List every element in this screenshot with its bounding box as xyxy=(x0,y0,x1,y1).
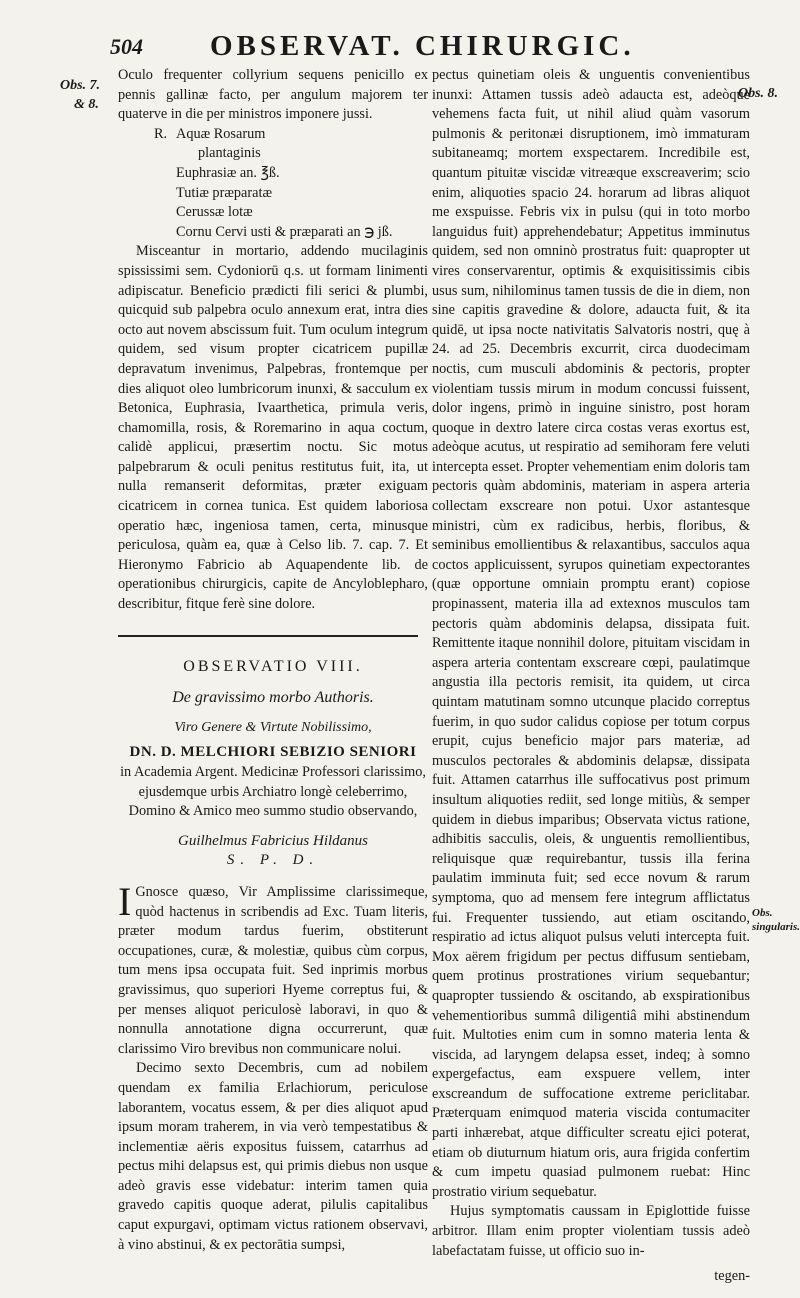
letter-paragraph-2: Decimo sexto Decembris, cum ad nobilem quendam ex familia Erlachiorum, periculose laborantem, vocatus essem, & per dies aliquot apud ipsum moram traherem, in via verò tempestatibus & inclementiæ aëris expositus fuissem, catarrhus ad pectus mihi delapsus est, qui primis diebus non usque adeò gravis esse videbatur: interim tamen quia gravedo capitis quoque aderat, pilulis capitalibus caput expurgavi, optimam victus rationem observavi, à vino abstinui, & ex pectorātia sumpsi, xyxy=(118,1060,428,1253)
prescription xyxy=(154,125,428,243)
margin-note-obs8: & 8. xyxy=(74,97,99,112)
author-name: Guilhelmus Fabricius Hildanus xyxy=(178,832,368,849)
recipe-line xyxy=(154,203,428,223)
recipe-ingredient: Aquæ Rosarum xyxy=(176,125,266,142)
recipe-line xyxy=(154,223,428,243)
right-column xyxy=(432,66,750,1287)
running-head: OBSERVAT. CHIRURGIC. xyxy=(210,30,635,62)
recipe-line xyxy=(154,144,428,164)
observation-subtitle: De gravissimo morbo Authoris. xyxy=(172,689,374,707)
dedication-line-3: in Academia Argent. Medicinæ Professori clarissimo, ejusdemque urbis Archiatro longè celeberrimo, Domino & Amico meo summo studio observando, xyxy=(120,764,426,820)
recipe-ingredient: Cornu Cervi usti & præparati an ℈ jß. xyxy=(176,223,393,240)
margin-note-singularis: Obs. singularis. xyxy=(752,907,800,933)
left-column xyxy=(118,66,428,1255)
salutation: S. P. D. xyxy=(226,852,320,869)
dedication-recipient: DN. D. MELCHIORI SEBIZIO SENIORI xyxy=(129,744,417,761)
drop-cap: I xyxy=(118,878,132,924)
recipe-ingredient: plantaginis xyxy=(198,145,261,162)
margin-note-obs7: Obs. 7. xyxy=(60,78,101,93)
recipe-line xyxy=(154,164,428,184)
recipe-line xyxy=(154,125,428,145)
intro-paragraph: Oculo frequenter collyrium sequens penicillo ex pennis gallinæ facto, per angulum majorem ter quaterve in die per ministros imponere jussi. xyxy=(118,67,428,123)
recipe-ingredient: Tutiæ præparatæ xyxy=(176,184,272,201)
recipe-ingredient: Euphrasiæ an. ℥ß. xyxy=(176,164,280,181)
catchword: tegen- xyxy=(714,1268,750,1285)
right-paragraph-2: Hujus symptomatis caussam in Epiglottide fuisse arbitror. Illam enim propter violentiam tussis adeò labefactatam fuisse, ut officio suo in- xyxy=(432,1203,750,1259)
recipe-ingredient: Cerussæ lotæ xyxy=(176,204,253,221)
right-paragraph-1: pectus quinetiam oleis & unguentis convenientibus inunxi: Attamen tussis adeò adaucta est, adeòque vehemens facta fuit, ut nihil aliud quàm vasorum pulmonis & peritonæi disruptionem, imò immaturam subitaneamq; mortem exspectarem. Incredibile est, quantum pituitæ viscidæ vitreæque exscreaverim; scio enim, aliquoties spacio 24. horarum ad libras aliquot me exspuisse. Febris vix in pulsu (qui in toto morbo languidus fuit) apprehendebatur; Appetitus imminutus quidem, sed non omninò prostratus fuit: quapropter ut vires conservarentur, optimis & exquisitissimis cibis usus sum, nihilominus tamen tussis de die in diem, non sine capitis gravedine & dolore, adaucta fuit, & ita quidē, ut ipsa nocte nativitatis Salvatoris nostri, quę à 24. ad 25. Decembris excurrit, circa duodecimam noctis, cum musculi abdominis & pectoris, propter violentiam tussis mirum in modum concussi fuissent, dolor ingens, primò in inguine sinistro, post horam quoque in dextro latere circa costas veras exortus est, adeòque acutus, ut respiratio ad semihoram fere veluti intercepta esset. Propter vehementiam enim doloris tam pectoris quàm abdominis, materiam in aspera arteria collectam exscreare non potui. Uxor astantesque ministri, cùm ex radicibus, herbis, floribus, & seminibus emollientibus & relaxantibus, sacculos aqua coctos applicuissent, syrupos quinetiam expectorantes (quæ opportune omniain promptu erant) copiose propinassent, materia illa ad extexnos musculos tam pectoris quàm abdominis delapsa, dissipata fuit. Remittente itaque nonnihil dolore, pituitam viscidam in aspera arteria contentam exscreare cœpi, paulatimque angustia illa pectoris remisit, ita quidem, ut circa quintam matutinam somno utcunque placido correptus fuerim, in quo sudor calidus copiose per totum corpus erupit, cujus beneficio major pars materiæ, ad musculos pectorales & abdominis delapsæ, dissipata fuit. Attamen catarrhus ille suffocativus post primum insultum aliquoties rediit, sed longe mitiùs, & semper quidem in diebus imparibus; Observata victus ratione, adhibitis sacculis, oleis, & unguentis remollientibus, reliquisque quæ requirebantur, tussis illa ferina paulatim imminuta fuit; sed ecce novum & rarum symptoma, quo ad mensem fere integrum afflictatus fui. Frequenter tussiendo, aut etiam oscitando, respiratio ad ictus aliquot pulsus veluti intercepta fuit. Mox aërem frigidum per pectus diffusum sentiebam, quem protinus prostrationes virium sequebantur; quapropter tussiendo & oscitando, ab exspirationibus vehementioribus summâ diligentiâ mihi abstinendum fuit. Multoties enim cum in somno materia lenta & viscida, ad laryngem delapsa esset, indeq; à somno expergefactus, eam exspuere vellem, inter exscreandum de suffocatione extreme periclitabar. Præterquam enimquod materia viscida contumaciter parti inhærebat, atque difficulter screatu ejici poterat, etiam ob diuturnum hiatum oris, aura frigida confertim & cum impetu quasiad pulmonem ruebat: Hinc prostratio virium sequebatur. xyxy=(432,67,751,1200)
dedication-line-1: Viro Genere & Virtute Nobilissimo, xyxy=(174,719,372,735)
recipe-line xyxy=(154,184,428,204)
margin-note-right-obs: Obs. 8. xyxy=(738,86,779,101)
page-number: 504 xyxy=(110,34,143,59)
recipe-label: R. xyxy=(154,125,168,142)
section-divider xyxy=(118,635,418,637)
observation-title: OBSERVATIO VIII. xyxy=(183,657,363,675)
letter-paragraph-1 xyxy=(118,878,428,1059)
body-paragraph: Misceantur in mortario, addendo mucilaginis spississimi sem. Cydoniorū q.s. ut formam linimenti adipiscatur. Beneficio prædicti fili serici & plumbi, quicquid sub palpebra oculo annexum erat, intra dies octo aut novem abscissum fuit. Tum oculum integrum quidem, sed visum propter cicatricem pupillæ depravatum invenimus, Palpebras, frontemque per dies aliquot oleo lumbricorum inunxi, & sacculum ex Betonica, Euphrasia, Ivaarthetica, primula veris, chamomilla, rosis, & Roremarino in aqua coctum, calidè applicui, præsertim noctu. Sic motus palpebrarum & oculi penitus restitutus fuit, ita, ut nulla remanserit deformitas, præter exiguam cicatricem in cornea tunica. Est quidem laboriosa operatio hæc, ingeniosa tamen, certa, minusque periculosa, quàm ea, quæ à Celso lib. 7. cap. 7. Et Hieronymo Fabricio ab Aquapendente lib. de operationibus chirurgicis, capite de Ancyloblepharo, describitur, fitque ferè sine dolore. xyxy=(118,243,428,613)
letter-text-1: Gnosce quæso, Vir Amplissime clarissimeque, quòd hactenus in scribendis ad Exc. Tuam literis, præter modum tardus fuerim, obstiterunt occupationes, curæ, & molestiæ, quibus cùm corpus, tum mens ipsa occupata fuit. Sed inprimis morbus gravissimus, quo superiori Hyeme correptus fui, & per menses aliquot periculosè laboravi, in quo & nonnulla annotatione digna occurrerunt, quæ clarissimo Viro brevibus non communicare nolui. xyxy=(118,883,428,1057)
page-header xyxy=(110,24,710,64)
